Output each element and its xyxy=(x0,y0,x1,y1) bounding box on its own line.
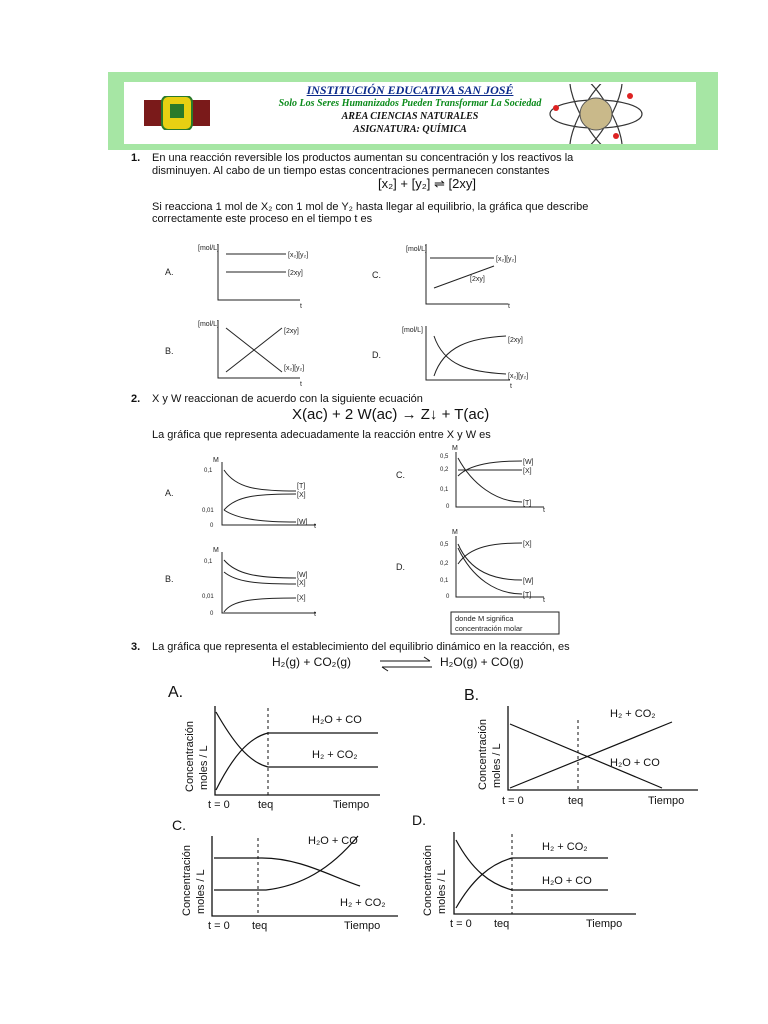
q1-prompt-line1: Si reacciona 1 mol de X₂ con 1 mol de Y₂ hasta llegar al equilibrio, la gráfica que describe xyxy=(152,201,589,213)
q3-a-ylabel1: Concentración xyxy=(184,721,196,792)
q2-prompt: La gráfica que representa adecuadamente la reacción entre X y W es xyxy=(152,429,491,441)
q2-b-label3: [X] xyxy=(297,595,306,602)
q3-d-species-b: H₂ + CO₂ xyxy=(542,841,588,853)
q3-text: La gráfica que representa el establecimiento del equilibrio dinámico en la reacción, es xyxy=(152,641,570,653)
q3-a-ylabel2: moles / L xyxy=(198,745,210,790)
q1-a-letter: A. xyxy=(165,267,174,277)
q2-a-label2: [X] xyxy=(297,492,306,499)
q1-d-top-label: [2xy] xyxy=(508,337,523,344)
q2-c-label1: [W] xyxy=(523,459,534,466)
q1-number: 1. xyxy=(131,152,141,164)
q3-c-ylabel1: Concentración xyxy=(181,845,193,916)
q1-a-xlabel: t xyxy=(300,303,302,310)
q2-c-tick3: 0,1 xyxy=(440,487,449,493)
q2-b-tick3: 0 xyxy=(210,611,214,617)
q1-c-xlabel: t xyxy=(508,303,510,310)
q2-a-label1: [T] xyxy=(297,483,306,490)
q2-c-tick4: 0 xyxy=(446,504,450,510)
q3-b-xlabel: Tiempo xyxy=(648,795,685,807)
q2-a-tick1: 0,1 xyxy=(204,468,213,474)
q3-equation-right: H₂O(g) + CO(g) xyxy=(440,655,524,669)
q2-c-letter: C. xyxy=(396,470,405,480)
q2-d-ylabel: M xyxy=(452,529,458,536)
q2-d-label3: [T] xyxy=(523,592,532,599)
q2-b-label1: [W] xyxy=(297,572,308,579)
q1-b-ylabel: [mol/L] xyxy=(198,321,220,328)
q1-graph-b xyxy=(165,320,304,388)
q2-graph-b xyxy=(165,547,316,618)
institution-name: INSTITUCIÓN EDUCATIVA SAN JOSÉ xyxy=(306,83,514,97)
q3-d-letter: D. xyxy=(412,812,426,828)
q3-a-t0: t = 0 xyxy=(208,799,230,811)
q2-graph-c xyxy=(396,445,545,514)
q2-b-ylabel: M xyxy=(213,547,219,554)
q2-b-letter: B. xyxy=(165,574,174,584)
q2-graph-a xyxy=(165,457,316,530)
q2-number: 2. xyxy=(131,393,141,405)
area: AREA CIENCIAS NATURALES xyxy=(341,111,479,122)
q2-d-label1: [X] xyxy=(523,541,532,548)
q3-c-species-a: H₂O + CO xyxy=(308,835,358,847)
q3-graph-a xyxy=(168,684,380,811)
q1-d-xlabel: t xyxy=(510,383,512,390)
q2-a-tick2: 0,01 xyxy=(202,508,214,514)
q3-b-ylabel1: Concentración xyxy=(477,719,489,790)
q3-b-ylabel2: moles / L xyxy=(491,743,503,788)
q1-c-ylabel: [mol/L] xyxy=(406,246,428,253)
q3-b-species-a: H₂O + CO xyxy=(610,757,660,769)
q2-d-tick2: 0,2 xyxy=(440,561,449,567)
q2-equation: X(ac) + 2 W(ac) → Z↓ + T(ac) xyxy=(292,406,490,423)
q3-d-xlabel: Tiempo xyxy=(586,918,623,930)
q2-b-xlabel: t xyxy=(314,611,316,618)
q3-c-xlabel: Tiempo xyxy=(344,920,381,932)
q3-number: 3. xyxy=(131,641,141,653)
q3-c-letter: C. xyxy=(172,817,186,833)
q2-d-tick4: 0 xyxy=(446,594,450,600)
q2-c-label2: [X] xyxy=(523,468,532,475)
q3-c-species-b: H₂ + CO₂ xyxy=(340,897,386,909)
q3-c-teq: teq xyxy=(252,920,268,932)
q3-a-letter: A. xyxy=(168,684,184,701)
q2-d-letter: D. xyxy=(396,562,405,572)
q2-c-ylabel: M xyxy=(452,445,458,452)
q1-b-bottom-label: [x₂][y₂] xyxy=(284,365,305,372)
q1-b-letter: B. xyxy=(165,346,174,356)
q2-a-tick3: 0 xyxy=(210,523,214,529)
q3-a-teq: teq xyxy=(258,799,274,811)
q3-a-species-b: H₂ + CO₂ xyxy=(312,749,358,761)
q3-b-species-b: H₂ + CO₂ xyxy=(610,708,656,720)
q1-a-bottom-label: [2xy] xyxy=(288,270,303,277)
q3-c-ylabel2: moles / L xyxy=(195,869,207,914)
q1-d-ylabel: [mol/L] xyxy=(402,327,424,334)
subject: ASIGNATURA: QUÍMICA xyxy=(353,124,467,135)
q3-graph-c xyxy=(172,817,398,932)
q2-c-tick1: 0,5 xyxy=(440,454,449,460)
q1-equation: [x₂] + [y₂] ⇌ [2xy] xyxy=(378,176,476,191)
q1-d-letter: D. xyxy=(372,350,381,360)
q1-c-top-label: [x₂][y₂] xyxy=(496,256,517,263)
q1-prompt-line2: correctamente este proceso en el tiempo t es xyxy=(152,213,373,225)
q1-graph-a xyxy=(165,244,308,310)
q2-a-xlabel: t xyxy=(314,523,316,530)
q1-b-xlabel: t xyxy=(300,381,302,388)
q2-a-label3: [W] xyxy=(297,519,308,526)
q1-c-letter: C. xyxy=(372,270,381,280)
q1-text-line2: disminuyen. Al cabo de un tiempo estas concentraciones permanecen constantes xyxy=(152,165,550,177)
q1-text-line1: En una reacción reversible los productos aumentan su concentración y los reactivos la xyxy=(152,152,574,164)
q3-b-letter: B. xyxy=(464,687,480,704)
q2-text: X y W reaccionan de acuerdo con la siguiente ecuación xyxy=(152,393,423,405)
q1-a-ylabel: [mol/L] xyxy=(198,245,220,252)
q2-note-line2: concentración molar xyxy=(455,624,523,633)
q2-d-tick3: 0,1 xyxy=(440,578,449,584)
q3-d-species-a: H₂O + CO xyxy=(542,875,592,887)
equilibrium-arrows-icon xyxy=(378,656,434,672)
q2-b-label2: [X] xyxy=(297,580,306,587)
q3-d-ylabel1: Concentración xyxy=(422,845,434,916)
motto: Solo Los Seres Humanizados Pueden Transformar La Sociedad xyxy=(278,98,542,109)
q3-c-t0: t = 0 xyxy=(208,920,230,932)
q2-graph-d xyxy=(396,529,545,604)
q2-c-tick2: 0,2 xyxy=(440,467,449,473)
q2-a-letter: A. xyxy=(165,488,174,498)
q2-c-label3: [T] xyxy=(523,500,532,507)
q3-equation-left: H₂(g) + CO₂(g) xyxy=(272,655,351,669)
q2-d-tick1: 0,5 xyxy=(440,542,449,548)
q2-b-tick1: 0,1 xyxy=(204,559,213,565)
q3-a-species-a: H₂O + CO xyxy=(312,714,362,726)
q1-graph-c xyxy=(372,244,516,310)
q2-c-xlabel: t xyxy=(543,507,545,514)
q1-a-top-label: [x₂][y₂] xyxy=(288,252,309,259)
q3-b-t0: t = 0 xyxy=(502,795,524,807)
q1-c-bottom-label: [2xy] xyxy=(470,276,485,283)
q1-d-bottom-label: [x₂][y₂] xyxy=(508,373,529,380)
q1-b-top-label: [2xy] xyxy=(284,328,299,335)
q3-d-t0: t = 0 xyxy=(450,918,472,930)
q1-graph-d xyxy=(372,326,528,390)
q3-b-teq: teq xyxy=(568,795,584,807)
q2-d-xlabel: t xyxy=(543,597,545,604)
q3-graph-b xyxy=(464,687,698,807)
q3-d-teq: teq xyxy=(494,918,510,930)
q2-b-tick2: 0,01 xyxy=(202,594,214,600)
q3-a-xlabel: Tiempo xyxy=(333,799,370,811)
q3-d-ylabel2: moles / L xyxy=(436,869,448,914)
q2-d-label2: [W] xyxy=(523,578,534,585)
q2-a-ylabel: M xyxy=(213,457,219,464)
q2-note-line1: donde M significa xyxy=(455,614,514,623)
q3-graph-d xyxy=(412,812,636,930)
